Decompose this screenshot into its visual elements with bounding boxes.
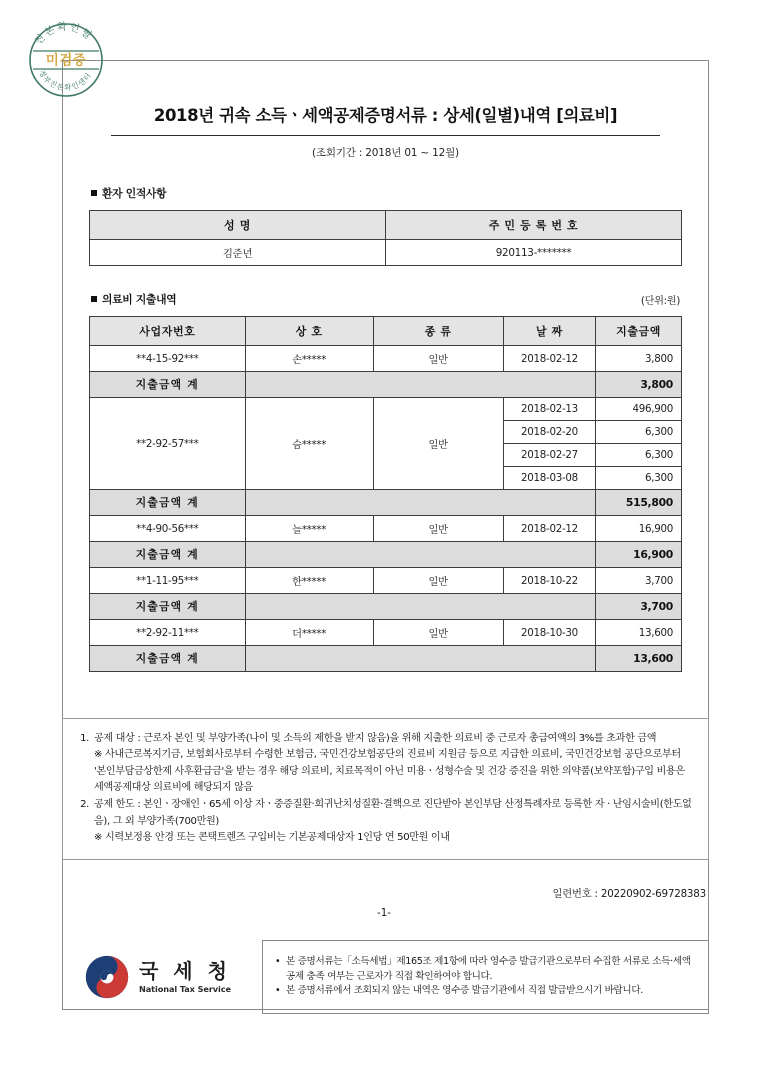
cell-date: 2018-02-13	[503, 398, 595, 421]
taegeuk-icon	[84, 954, 130, 1000]
col-header-vendor: 상 호	[245, 317, 373, 346]
expense-table-body	[90, 346, 682, 672]
cell-amount: 16,900	[596, 516, 682, 542]
query-period: (조회기간 : 2018년 01 ~ 12월)	[312, 147, 459, 160]
total-amount: 3,700	[596, 594, 682, 620]
total-spacer	[245, 646, 595, 672]
cell-business-no: **4-90-56***	[90, 516, 246, 542]
note-item	[77, 797, 692, 846]
cell-kind: 일반	[373, 516, 503, 542]
medical-expense-table	[89, 316, 682, 672]
cell-date: 2018-02-20	[503, 421, 595, 444]
total-label: 지출금액 계	[90, 372, 246, 398]
note-sub-text: ※ 시력보정용 안경 또는 콘택트렌즈 구입비는 기본공제대상자 1인당 연 50만원 이내	[94, 832, 450, 844]
cell-amount: 6,300	[596, 421, 682, 444]
col-header-business-no: 사업자번호	[90, 317, 246, 346]
total-label: 지출금액 계	[90, 542, 246, 568]
stamp-top-text: 진본확인필	[33, 21, 95, 48]
patient-heading-label: 환자 인적사항	[102, 187, 167, 201]
cell-date: 2018-10-22	[503, 568, 595, 594]
square-bullet-icon	[91, 296, 97, 302]
cell-amount: 3,800	[596, 346, 682, 372]
table-header-row	[90, 317, 682, 346]
expense-heading-label: 의료비 지출내역	[102, 293, 177, 307]
deduction-notes-box	[62, 718, 709, 860]
total-spacer	[245, 490, 595, 516]
col-header-name: 성 명	[90, 211, 386, 240]
cell-amount: 3,700	[596, 568, 682, 594]
cell-kind: 일반	[373, 568, 503, 594]
cell-business-no: **4-15-92***	[90, 346, 246, 372]
cell-date: 2018-10-30	[503, 620, 595, 646]
total-amount: 13,600	[596, 646, 682, 672]
cell-kind: 일반	[373, 398, 503, 490]
square-bullet-icon	[91, 190, 97, 196]
total-label: 지출금액 계	[90, 594, 246, 620]
cell-kind: 일반	[373, 620, 503, 646]
cell-vendor: 슴*****	[245, 398, 373, 490]
total-spacer	[245, 594, 595, 620]
col-header-kind: 종 류	[373, 317, 503, 346]
cell-amount: 6,300	[596, 467, 682, 490]
total-spacer	[245, 542, 595, 568]
footer-notice-line	[275, 984, 698, 999]
bullet-dot-icon: •	[275, 985, 281, 997]
total-label: 지출금액 계	[90, 490, 246, 516]
col-header-date: 날 짜	[503, 317, 595, 346]
table-total-row	[90, 646, 682, 672]
col-header-resident-no: 주 민 등 록 번 호	[386, 211, 682, 240]
patient-name-value: 김준년	[90, 240, 386, 266]
cell-business-no: **2-92-11***	[90, 620, 246, 646]
cell-vendor: 한*****	[245, 568, 373, 594]
table-row	[90, 568, 682, 594]
table-row	[90, 240, 682, 266]
cell-vendor: 더*****	[245, 620, 373, 646]
nts-logo-text	[139, 958, 231, 994]
footer-notice-text: 본 증명서류는「소득세법」제165조 제1항에 따라 영수증 발급기관으로부터 수집한 서류로 소득·세액공제 충족 여부는 근로자가 직접 확인하여야 합니다.	[286, 955, 691, 982]
stamp-center-text: 미검증	[45, 52, 87, 69]
footer-notice-box	[262, 940, 709, 1014]
footer-notice-line	[275, 955, 698, 985]
cell-business-no: **2-92-57***	[90, 398, 246, 490]
cell-kind: 일반	[373, 346, 503, 372]
cell-vendor: 손*****	[245, 346, 373, 372]
cell-amount: 496,900	[596, 398, 682, 421]
patient-section-heading	[91, 186, 682, 201]
note-number: 1.	[80, 733, 89, 744]
table-total-row	[90, 594, 682, 620]
table-row	[90, 346, 682, 372]
table-row	[90, 398, 682, 421]
cell-date: 2018-02-27	[503, 444, 595, 467]
nts-logo-korean: 국 세 청	[139, 958, 231, 983]
total-amount: 16,900	[596, 542, 682, 568]
page-number: -1-	[377, 907, 391, 919]
footer-notice-text: 본 증명서류에서 조회되지 않는 내역은 영수증 발급기관에서 직접 발급받으시기 바랍니다.	[286, 985, 643, 997]
cell-amount: 13,600	[596, 620, 682, 646]
total-spacer	[245, 372, 595, 398]
cell-vendor: 늘*****	[245, 516, 373, 542]
cell-business-no: **1-11-95***	[90, 568, 246, 594]
patient-resident-no-value: 920113-*******	[386, 240, 682, 266]
patient-info-table	[89, 210, 682, 266]
table-total-row	[90, 372, 682, 398]
total-amount: 515,800	[596, 490, 682, 516]
note-main-text: 공제 대상 : 근로자 본인 및 부양가족(나이 및 소득의 제한을 받지 않음)을 위해 지출한 의료비 중 근로자 총급여액의 3%를 초과한 금액	[94, 733, 657, 744]
page-title: 2018년 귀속 소득ㆍ세액공제증명서류 : 상세(일별)내역 [의료비]	[153, 106, 618, 125]
col-header-amount: 지출금액	[596, 317, 682, 346]
cell-date: 2018-02-12	[503, 346, 595, 372]
document-footer	[62, 938, 709, 1016]
authenticity-stamp	[22, 16, 110, 104]
expense-section-header-row	[89, 292, 682, 307]
table-row	[90, 620, 682, 646]
table-total-row	[90, 490, 682, 516]
table-total-row	[90, 542, 682, 568]
bullet-dot-icon: •	[275, 955, 281, 967]
nts-logo	[62, 954, 262, 1000]
stamp-bottom-text: 정부진본확인센터	[37, 68, 94, 93]
svg-text:정부진본확인센터	[37, 68, 93, 92]
document-page	[62, 60, 709, 1010]
expense-section-heading	[91, 292, 176, 307]
currency-unit-note: (단위:원)	[640, 296, 680, 308]
note-sub-text: ※ 사내근로복지기금, 보험회사로부터 수령한 보험금, 국민건강보험공단의 진료비 지원금 등으로 지급한 의료비, 국민건강보험 공단으로부터 '본인부담금상한제 사후환급금'을 받는 경우 해당 의료비, 치료목적이 아닌 미용ㆍ성형수술 및 건강 증진을 위한 의약품(보약포함)구입 비용은 세액공제대상 의료비에 해당되지 않음	[94, 749, 685, 794]
total-label: 지출금액 계	[90, 646, 246, 672]
table-row	[90, 516, 682, 542]
note-main-text: 공제 한도 : 본인ㆍ장애인ㆍ65세 이상 자ㆍ중증질환·희귀난치성질환·결핵으로 진단받아 본인부담 산정특례자로 등록한 자 · 난임시술비(한도없음), 그 외 부양가족(700만원)	[94, 799, 692, 827]
svg-text:진본확인필	[32, 20, 96, 48]
note-number: 2.	[80, 799, 89, 811]
serial-number: 일련번호 : 20220902-69728383	[552, 888, 706, 900]
total-amount: 3,800	[596, 372, 682, 398]
nts-logo-english: National Tax Service	[139, 983, 231, 994]
title-divider	[111, 135, 660, 136]
cell-amount: 6,300	[596, 444, 682, 467]
cell-date: 2018-02-12	[503, 516, 595, 542]
table-header-row	[90, 211, 682, 240]
cell-date: 2018-03-08	[503, 467, 595, 490]
note-item	[77, 731, 692, 796]
